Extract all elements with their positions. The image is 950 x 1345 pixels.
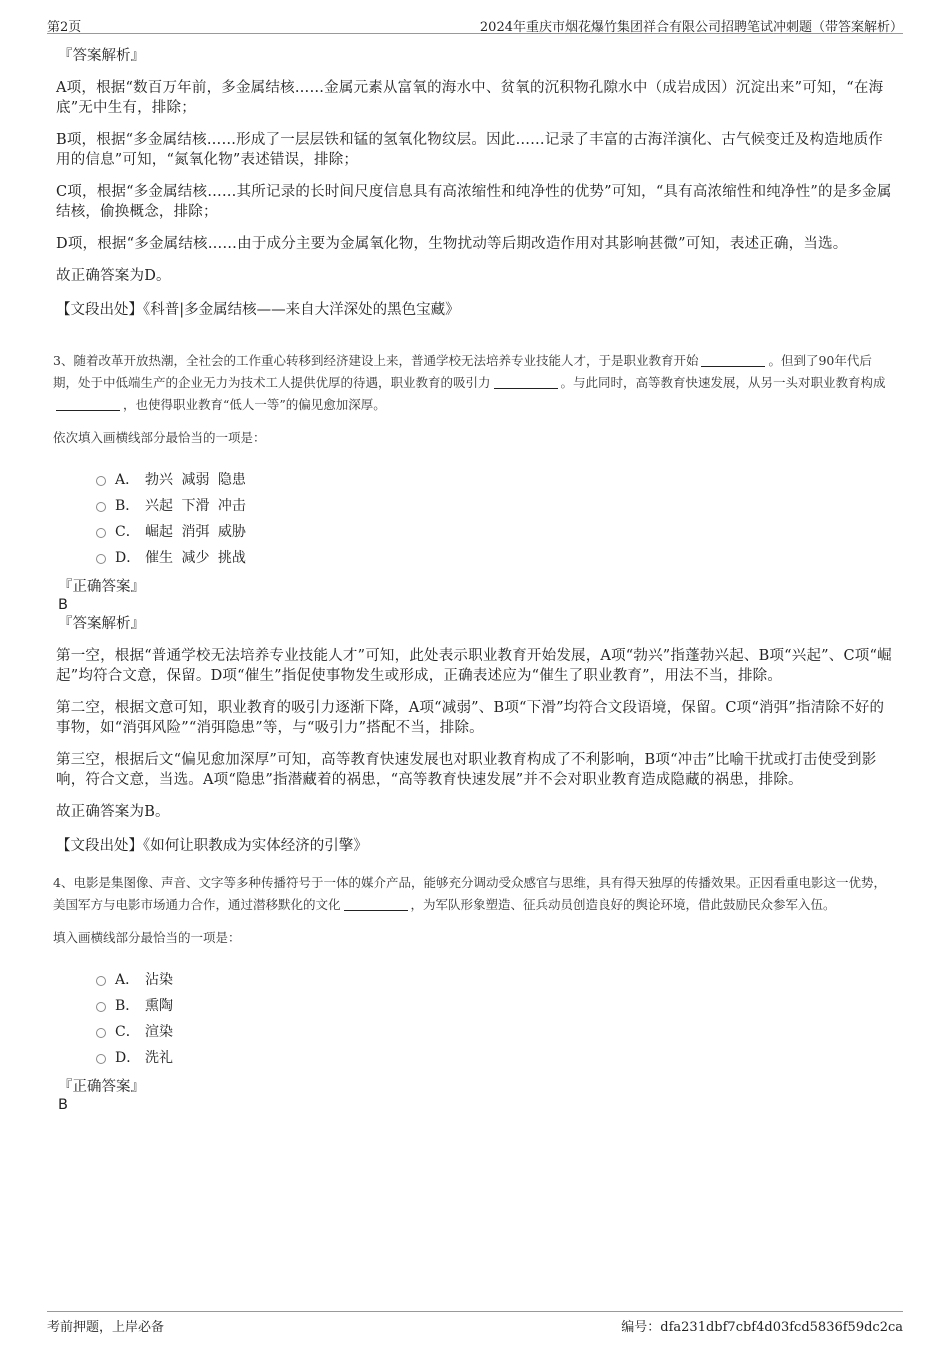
- q3-option-a[interactable]: A． 勃兴 减弱 隐患: [96, 466, 896, 492]
- footer-slogan: 考前押题，上岸必备: [47, 1320, 165, 1335]
- radio-icon[interactable]: [96, 1002, 106, 1012]
- q2-source: 【文段出处】《科普|多金属结核——来自大洋深处的黑色宝藏》: [56, 302, 460, 318]
- q4-option-a[interactable]: A． 沾染: [96, 966, 896, 992]
- page-number: 第2页: [47, 20, 82, 35]
- q4-option-d[interactable]: D． 洗礼: [96, 1044, 896, 1070]
- radio-icon[interactable]: [96, 976, 106, 986]
- q3-analysis-label: 『答案解析』: [58, 616, 145, 632]
- document-body: [53, 46, 896, 1114]
- q3-analysis-second-blank: 第二空，根据文意可知，职业教育的吸引力逐渐下降，A项“减弱”、B项“下滑”均符合文段语境，保留。C项“消弭”指清除不好的事物，如“消弭风险”“消弭隐患”等，与“吸引力”搭配不当，排除。: [56, 700, 885, 736]
- page-header: [47, 14, 903, 34]
- blank-line: [344, 897, 408, 911]
- q2-analysis-label: 『答案解析』: [58, 48, 145, 64]
- q4-stem: 4、电影是集图像、声音、文字等多种传播符号于一体的媒介产品，能够充分调动受众感官与思维，具有得天独厚的传播效果。正因看重电影这一优势，美国军方与电影市场通力合作，通过潜移默化的文化 ，为军队形象塑造、征兵动员创造良好的舆论环境，借此鼓励民众参军入伍。: [53, 875, 886, 912]
- q4-answer: B: [58, 1097, 68, 1113]
- radio-icon[interactable]: [96, 528, 106, 538]
- q3-prompt: 依次填入画横线部分最恰当的一项是：: [53, 430, 266, 445]
- q3-stem: 3、随着改革开放热潮，全社会的工作重心转移到经济建设上来，普通学校无法培养专业技能人才，于是职业教育开始 。但到了90年代后期，处于中低端生产的企业无力为技术工人提供优厚的待遇，职业教育的吸引力 。与此同时，高等教育快速发展，从另一头对职业教育构成，也使得职业教育“低人一等”的偏见愈加深厚。: [53, 353, 886, 412]
- document-id: 编号：dfa231dbf7cbf4d03fcd5836f59dc2ca: [621, 1320, 903, 1335]
- radio-icon[interactable]: [96, 1028, 106, 1038]
- blank-line: [56, 397, 120, 411]
- q4-option-b[interactable]: B． 熏陶: [96, 992, 896, 1018]
- radio-icon[interactable]: [96, 476, 106, 486]
- q2-analysis-c: C项，根据“多金属结核……其所记录的长时间尺度信息具有高浓缩性和纯净性的优势”可知，“具有高浓缩性和纯净性”的是多金属结核，偷换概念，排除；: [56, 184, 892, 220]
- q4-options: [96, 966, 896, 1070]
- q3-answer-label: 『正确答案』: [58, 579, 145, 595]
- q3-options: [96, 466, 896, 570]
- q3-source: 【文段出处】《如何让职教成为实体经济的引擎》: [56, 838, 368, 854]
- q3-option-b[interactable]: B． 兴起 下滑 冲击: [96, 492, 896, 518]
- q3-option-d[interactable]: D． 催生 减少 挑战: [96, 544, 896, 570]
- q3-analysis-third-blank: 第三空，根据后文“偏见愈加深厚”可知，高等教育快速发展也对职业教育构成了不利影响，B项“冲击”比喻干扰或打击使受到影响，符合文意，当选。A项“隐患”指潜藏着的祸患，“高等教育快速发展”并不会对职业教育造成隐藏的祸患，排除。: [56, 752, 877, 788]
- q2-analysis-a: A项，根据“数百万年前，多金属结核……金属元素从富氧的海水中、贫氧的沉积物孔隙水中（成岩成因）沉淀出来”可知，“在海底”无中生有，排除；: [56, 80, 884, 116]
- q4-prompt: 填入画横线部分最恰当的一项是：: [53, 930, 241, 945]
- q3-option-c[interactable]: C． 崛起 消弭 威胁: [96, 518, 896, 544]
- blank-line: [701, 353, 765, 367]
- q3-conclusion: 故正确答案为B。: [56, 804, 170, 820]
- radio-icon[interactable]: [96, 1054, 106, 1064]
- blank-line: [494, 375, 558, 389]
- q2-conclusion: 故正确答案为D。: [56, 268, 171, 284]
- q3-analysis-first-blank: 第一空，根据“普通学校无法培养专业技能人才”可知，此处表示职业教育开始发展，A项“勃兴”指蓬勃兴起、B项“兴起”、C项“崛起”均符合文意，保留。D项“催生”指促使事物发生或形成，正确表述应为“催生了职业教育”，用法不当，排除。: [56, 648, 892, 684]
- q4-answer-label: 『正确答案』: [58, 1079, 145, 1095]
- q4-option-c[interactable]: C． 渲染: [96, 1018, 896, 1044]
- document-title: 2024年重庆市烟花爆竹集团祥合有限公司招聘笔试冲刺题（带答案解析）: [479, 20, 903, 35]
- radio-icon[interactable]: [96, 554, 106, 564]
- q2-analysis-b: B项，根据“多金属结核……形成了一层层铁和锰的氢氧化物纹层。因此……记录了丰富的古海洋演化、古气候变迁及构造地质作用的信息”可知，“氮氧化物”表述错误，排除；: [56, 132, 883, 168]
- radio-icon[interactable]: [96, 502, 106, 512]
- q2-analysis-d: D项，根据“多金属结核……由于成分主要为金属氧化物，生物扰动等后期改造作用对其影响甚微”可知，表述正确，当选。: [56, 236, 848, 252]
- page-footer: [47, 1311, 903, 1333]
- q3-answer: B: [58, 597, 68, 613]
